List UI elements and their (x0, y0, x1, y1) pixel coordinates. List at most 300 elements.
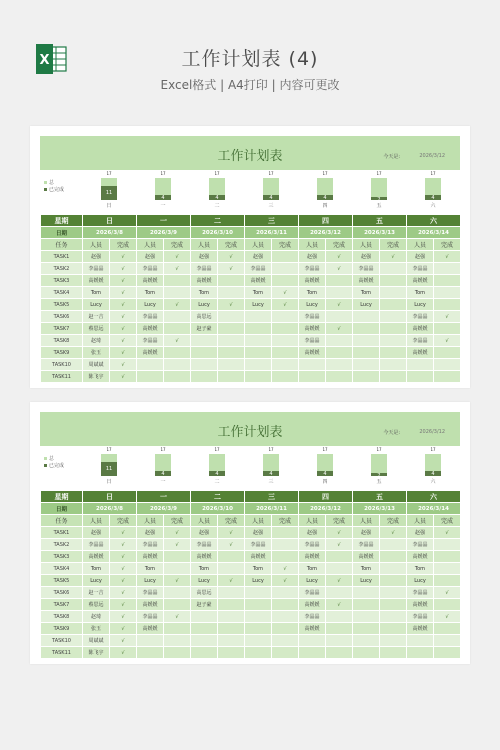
done-cell[interactable]: √ (110, 635, 137, 647)
done-cell[interactable] (434, 287, 461, 299)
person-cell[interactable]: Tom (407, 287, 434, 299)
done-cell[interactable] (164, 359, 191, 371)
done-cell[interactable]: √ (434, 587, 461, 599)
person-cell[interactable]: Tom (191, 563, 218, 575)
done-cell[interactable] (434, 323, 461, 335)
done-cell[interactable]: √ (272, 575, 299, 587)
done-cell[interactable] (272, 371, 299, 383)
person-cell[interactable] (353, 599, 380, 611)
person-cell[interactable]: 赵强 (191, 527, 218, 539)
person-cell[interactable] (353, 371, 380, 383)
done-cell[interactable] (218, 599, 245, 611)
person-cell[interactable] (245, 335, 272, 347)
done-cell[interactable]: √ (434, 611, 461, 623)
person-cell[interactable]: 赵强 (83, 527, 110, 539)
done-cell[interactable] (272, 587, 299, 599)
done-cell[interactable]: √ (326, 251, 353, 263)
done-cell[interactable] (380, 359, 407, 371)
person-cell[interactable]: 周斌斌 (83, 635, 110, 647)
done-cell[interactable] (380, 575, 407, 587)
person-cell[interactable] (245, 359, 272, 371)
done-cell[interactable]: √ (326, 323, 353, 335)
person-cell[interactable]: 高思远 (191, 587, 218, 599)
done-cell[interactable] (380, 335, 407, 347)
done-cell[interactable]: √ (326, 575, 353, 587)
done-cell[interactable] (272, 263, 299, 275)
done-cell[interactable] (380, 347, 407, 359)
done-cell[interactable]: √ (164, 251, 191, 263)
person-cell[interactable]: 李晶晶 (407, 587, 434, 599)
done-cell[interactable] (164, 371, 191, 383)
person-cell[interactable] (137, 359, 164, 371)
done-cell[interactable]: √ (110, 287, 137, 299)
done-cell[interactable] (218, 287, 245, 299)
person-cell[interactable]: 赵强 (299, 527, 326, 539)
done-cell[interactable] (380, 275, 407, 287)
done-cell[interactable] (218, 611, 245, 623)
done-cell[interactable] (272, 635, 299, 647)
done-cell[interactable]: √ (110, 347, 137, 359)
person-cell[interactable] (353, 647, 380, 659)
done-cell[interactable] (272, 599, 299, 611)
person-cell[interactable]: 李晶晶 (137, 587, 164, 599)
person-cell[interactable]: 李晶晶 (245, 263, 272, 275)
person-cell[interactable] (407, 371, 434, 383)
person-cell[interactable]: Lucy (407, 575, 434, 587)
person-cell[interactable] (245, 647, 272, 659)
done-cell[interactable] (272, 335, 299, 347)
person-cell[interactable] (353, 635, 380, 647)
done-cell[interactable] (434, 623, 461, 635)
done-cell[interactable] (380, 587, 407, 599)
person-cell[interactable] (191, 347, 218, 359)
person-cell[interactable] (353, 335, 380, 347)
done-cell[interactable]: √ (326, 539, 353, 551)
person-cell[interactable]: 赵子豪 (191, 323, 218, 335)
person-cell[interactable]: 蔡思远 (83, 599, 110, 611)
done-cell[interactable]: √ (164, 263, 191, 275)
done-cell[interactable] (380, 623, 407, 635)
done-cell[interactable] (380, 551, 407, 563)
person-cell[interactable]: Lucy (191, 299, 218, 311)
done-cell[interactable] (380, 311, 407, 323)
done-cell[interactable] (434, 635, 461, 647)
person-cell[interactable]: 高媛媛 (245, 275, 272, 287)
person-cell[interactable]: Tom (299, 287, 326, 299)
done-cell[interactable]: √ (326, 263, 353, 275)
person-cell[interactable]: 赵琦 (83, 611, 110, 623)
done-cell[interactable] (434, 275, 461, 287)
done-cell[interactable] (326, 623, 353, 635)
person-cell[interactable]: Lucy (245, 299, 272, 311)
person-cell[interactable] (245, 599, 272, 611)
done-cell[interactable] (326, 335, 353, 347)
person-cell[interactable]: Lucy (353, 299, 380, 311)
done-cell[interactable] (434, 599, 461, 611)
person-cell[interactable]: 李晶晶 (137, 539, 164, 551)
person-cell[interactable]: 高媛媛 (191, 551, 218, 563)
person-cell[interactable]: Lucy (83, 299, 110, 311)
person-cell[interactable]: 李晶晶 (299, 263, 326, 275)
done-cell[interactable]: √ (380, 527, 407, 539)
done-cell[interactable]: √ (218, 263, 245, 275)
done-cell[interactable] (218, 311, 245, 323)
person-cell[interactable]: Tom (245, 287, 272, 299)
person-cell[interactable]: Lucy (353, 575, 380, 587)
person-cell[interactable]: 赵强 (245, 251, 272, 263)
person-cell[interactable]: 赵强 (245, 527, 272, 539)
done-cell[interactable] (272, 647, 299, 659)
person-cell[interactable]: 李晶晶 (245, 539, 272, 551)
done-cell[interactable] (272, 275, 299, 287)
done-cell[interactable]: √ (164, 335, 191, 347)
person-cell[interactable]: 高媛媛 (137, 275, 164, 287)
person-cell[interactable]: Lucy (407, 299, 434, 311)
person-cell[interactable]: 高媛媛 (407, 623, 434, 635)
person-cell[interactable]: 高媛媛 (83, 275, 110, 287)
person-cell[interactable]: 高媛媛 (407, 275, 434, 287)
person-cell[interactable]: 赵强 (353, 251, 380, 263)
person-cell[interactable] (245, 623, 272, 635)
done-cell[interactable]: √ (434, 335, 461, 347)
person-cell[interactable]: 赵强 (407, 527, 434, 539)
done-cell[interactable]: √ (326, 599, 353, 611)
person-cell[interactable]: 高媛媛 (245, 551, 272, 563)
done-cell[interactable] (380, 371, 407, 383)
person-cell[interactable]: 李晶晶 (137, 311, 164, 323)
done-cell[interactable] (326, 587, 353, 599)
person-cell[interactable] (299, 635, 326, 647)
person-cell[interactable] (353, 323, 380, 335)
done-cell[interactable] (380, 299, 407, 311)
person-cell[interactable] (353, 623, 380, 635)
person-cell[interactable]: 高媛媛 (299, 275, 326, 287)
done-cell[interactable] (218, 551, 245, 563)
done-cell[interactable] (434, 263, 461, 275)
done-cell[interactable] (218, 335, 245, 347)
person-cell[interactable]: 高媛媛 (191, 275, 218, 287)
person-cell[interactable] (137, 647, 164, 659)
done-cell[interactable]: √ (380, 251, 407, 263)
person-cell[interactable]: 蔡思远 (83, 323, 110, 335)
done-cell[interactable] (164, 587, 191, 599)
done-cell[interactable]: √ (110, 263, 137, 275)
done-cell[interactable]: √ (164, 539, 191, 551)
done-cell[interactable] (326, 275, 353, 287)
person-cell[interactable] (191, 359, 218, 371)
done-cell[interactable]: √ (434, 251, 461, 263)
done-cell[interactable] (272, 347, 299, 359)
person-cell[interactable]: 李晶晶 (83, 263, 110, 275)
done-cell[interactable]: √ (110, 311, 137, 323)
person-cell[interactable]: 高媛媛 (137, 551, 164, 563)
person-cell[interactable]: 李晶晶 (407, 311, 434, 323)
done-cell[interactable]: √ (164, 299, 191, 311)
person-cell[interactable]: 高媛媛 (83, 551, 110, 563)
done-cell[interactable] (380, 647, 407, 659)
person-cell[interactable] (353, 359, 380, 371)
person-cell[interactable] (299, 359, 326, 371)
person-cell[interactable] (191, 335, 218, 347)
person-cell[interactable] (245, 611, 272, 623)
done-cell[interactable] (164, 623, 191, 635)
person-cell[interactable]: 赵一吉 (83, 587, 110, 599)
done-cell[interactable]: √ (110, 299, 137, 311)
person-cell[interactable]: 高媛媛 (353, 275, 380, 287)
done-cell[interactable] (380, 323, 407, 335)
done-cell[interactable] (272, 551, 299, 563)
done-cell[interactable] (218, 323, 245, 335)
done-cell[interactable] (218, 587, 245, 599)
person-cell[interactable]: 陈飞宇 (83, 647, 110, 659)
done-cell[interactable]: √ (164, 527, 191, 539)
person-cell[interactable]: 赵强 (137, 527, 164, 539)
done-cell[interactable] (380, 539, 407, 551)
person-cell[interactable] (353, 311, 380, 323)
done-cell[interactable]: √ (110, 551, 137, 563)
person-cell[interactable]: 赵强 (137, 251, 164, 263)
done-cell[interactable] (164, 311, 191, 323)
done-cell[interactable] (326, 635, 353, 647)
done-cell[interactable] (326, 551, 353, 563)
done-cell[interactable] (272, 623, 299, 635)
person-cell[interactable] (407, 635, 434, 647)
person-cell[interactable] (245, 587, 272, 599)
done-cell[interactable] (434, 359, 461, 371)
done-cell[interactable] (218, 275, 245, 287)
person-cell[interactable]: 高媛媛 (353, 551, 380, 563)
person-cell[interactable]: 周斌斌 (83, 359, 110, 371)
person-cell[interactable]: 李晶晶 (407, 335, 434, 347)
person-cell[interactable]: Tom (191, 287, 218, 299)
done-cell[interactable]: √ (326, 527, 353, 539)
person-cell[interactable]: Lucy (137, 299, 164, 311)
done-cell[interactable] (326, 371, 353, 383)
done-cell[interactable]: √ (110, 527, 137, 539)
done-cell[interactable] (164, 635, 191, 647)
person-cell[interactable] (191, 647, 218, 659)
done-cell[interactable] (434, 299, 461, 311)
person-cell[interactable]: 张玉 (83, 347, 110, 359)
person-cell[interactable] (245, 371, 272, 383)
person-cell[interactable] (245, 311, 272, 323)
person-cell[interactable] (245, 635, 272, 647)
person-cell[interactable]: 李晶晶 (299, 587, 326, 599)
done-cell[interactable]: √ (110, 563, 137, 575)
done-cell[interactable] (326, 563, 353, 575)
person-cell[interactable]: 李晶晶 (83, 539, 110, 551)
done-cell[interactable]: √ (110, 335, 137, 347)
person-cell[interactable]: Tom (245, 563, 272, 575)
done-cell[interactable]: √ (110, 575, 137, 587)
person-cell[interactable]: 高媛媛 (299, 551, 326, 563)
done-cell[interactable]: √ (110, 611, 137, 623)
done-cell[interactable] (434, 347, 461, 359)
done-cell[interactable]: √ (110, 587, 137, 599)
done-cell[interactable] (434, 575, 461, 587)
person-cell[interactable]: 李晶晶 (299, 335, 326, 347)
done-cell[interactable]: √ (326, 299, 353, 311)
person-cell[interactable]: 赵强 (299, 251, 326, 263)
done-cell[interactable]: √ (272, 287, 299, 299)
done-cell[interactable] (164, 647, 191, 659)
done-cell[interactable]: √ (110, 323, 137, 335)
person-cell[interactable]: Tom (407, 563, 434, 575)
person-cell[interactable] (353, 611, 380, 623)
person-cell[interactable]: 高媛媛 (299, 347, 326, 359)
done-cell[interactable]: √ (110, 359, 137, 371)
person-cell[interactable]: 李晶晶 (191, 263, 218, 275)
person-cell[interactable]: Lucy (245, 575, 272, 587)
person-cell[interactable]: Tom (353, 563, 380, 575)
done-cell[interactable] (434, 539, 461, 551)
person-cell[interactable]: 赵强 (407, 251, 434, 263)
person-cell[interactable]: 李晶晶 (137, 263, 164, 275)
person-cell[interactable]: 高媛媛 (407, 347, 434, 359)
done-cell[interactable]: √ (218, 575, 245, 587)
person-cell[interactable]: 李晶晶 (191, 539, 218, 551)
done-cell[interactable]: √ (110, 599, 137, 611)
done-cell[interactable]: √ (110, 371, 137, 383)
done-cell[interactable]: √ (110, 647, 137, 659)
person-cell[interactable]: 高思远 (191, 311, 218, 323)
done-cell[interactable]: √ (434, 527, 461, 539)
person-cell[interactable]: 高媛媛 (299, 599, 326, 611)
person-cell[interactable]: 赵强 (83, 251, 110, 263)
person-cell[interactable]: Lucy (83, 575, 110, 587)
done-cell[interactable] (272, 311, 299, 323)
done-cell[interactable] (218, 359, 245, 371)
person-cell[interactable]: 李晶晶 (299, 611, 326, 623)
done-cell[interactable] (326, 287, 353, 299)
done-cell[interactable] (218, 563, 245, 575)
person-cell[interactable]: Tom (353, 287, 380, 299)
done-cell[interactable] (326, 311, 353, 323)
person-cell[interactable] (191, 635, 218, 647)
person-cell[interactable]: 赵一吉 (83, 311, 110, 323)
person-cell[interactable]: 李晶晶 (407, 263, 434, 275)
person-cell[interactable]: 高媛媛 (299, 323, 326, 335)
done-cell[interactable]: √ (110, 275, 137, 287)
person-cell[interactable] (191, 611, 218, 623)
done-cell[interactable] (434, 563, 461, 575)
person-cell[interactable] (137, 371, 164, 383)
person-cell[interactable]: 陈飞宇 (83, 371, 110, 383)
done-cell[interactable] (380, 563, 407, 575)
done-cell[interactable]: √ (110, 539, 137, 551)
person-cell[interactable]: 李晶晶 (353, 539, 380, 551)
person-cell[interactable]: Tom (137, 563, 164, 575)
done-cell[interactable] (164, 347, 191, 359)
person-cell[interactable] (353, 587, 380, 599)
done-cell[interactable] (272, 359, 299, 371)
done-cell[interactable]: √ (272, 299, 299, 311)
person-cell[interactable]: 高媛媛 (137, 623, 164, 635)
person-cell[interactable]: Tom (299, 563, 326, 575)
person-cell[interactable]: 赵子豪 (191, 599, 218, 611)
done-cell[interactable]: √ (218, 527, 245, 539)
person-cell[interactable] (407, 359, 434, 371)
done-cell[interactable] (434, 551, 461, 563)
person-cell[interactable] (137, 635, 164, 647)
person-cell[interactable]: 李晶晶 (407, 539, 434, 551)
done-cell[interactable] (164, 551, 191, 563)
done-cell[interactable] (164, 287, 191, 299)
done-cell[interactable]: √ (218, 251, 245, 263)
done-cell[interactable]: √ (110, 251, 137, 263)
person-cell[interactable]: 李晶晶 (299, 311, 326, 323)
done-cell[interactable] (272, 611, 299, 623)
person-cell[interactable]: 李晶晶 (137, 611, 164, 623)
person-cell[interactable]: 高媛媛 (137, 599, 164, 611)
person-cell[interactable]: Tom (83, 563, 110, 575)
done-cell[interactable] (218, 623, 245, 635)
person-cell[interactable] (245, 323, 272, 335)
done-cell[interactable]: √ (110, 623, 137, 635)
person-cell[interactable]: 李晶晶 (137, 335, 164, 347)
person-cell[interactable]: Lucy (191, 575, 218, 587)
person-cell[interactable]: Lucy (299, 575, 326, 587)
done-cell[interactable] (218, 347, 245, 359)
person-cell[interactable]: Tom (83, 287, 110, 299)
done-cell[interactable] (272, 323, 299, 335)
done-cell[interactable] (380, 263, 407, 275)
done-cell[interactable] (380, 635, 407, 647)
person-cell[interactable]: 赵强 (191, 251, 218, 263)
person-cell[interactable] (191, 623, 218, 635)
person-cell[interactable]: 高媛媛 (137, 323, 164, 335)
done-cell[interactable] (326, 647, 353, 659)
person-cell[interactable]: 高媛媛 (407, 599, 434, 611)
person-cell[interactable]: 赵琦 (83, 335, 110, 347)
done-cell[interactable]: √ (164, 611, 191, 623)
done-cell[interactable] (272, 251, 299, 263)
done-cell[interactable] (164, 563, 191, 575)
done-cell[interactable]: √ (272, 563, 299, 575)
done-cell[interactable]: √ (218, 299, 245, 311)
person-cell[interactable] (299, 647, 326, 659)
done-cell[interactable] (380, 599, 407, 611)
person-cell[interactable]: 高媛媛 (137, 347, 164, 359)
done-cell[interactable] (434, 371, 461, 383)
person-cell[interactable]: Lucy (299, 299, 326, 311)
done-cell[interactable] (272, 527, 299, 539)
person-cell[interactable] (245, 347, 272, 359)
done-cell[interactable]: √ (434, 311, 461, 323)
done-cell[interactable] (164, 275, 191, 287)
person-cell[interactable] (299, 371, 326, 383)
done-cell[interactable]: √ (218, 539, 245, 551)
done-cell[interactable] (326, 611, 353, 623)
done-cell[interactable] (434, 647, 461, 659)
done-cell[interactable] (218, 635, 245, 647)
done-cell[interactable] (272, 539, 299, 551)
person-cell[interactable]: 赵强 (353, 527, 380, 539)
done-cell[interactable]: √ (164, 575, 191, 587)
person-cell[interactable] (407, 647, 434, 659)
done-cell[interactable] (326, 359, 353, 371)
person-cell[interactable]: 李晶晶 (407, 611, 434, 623)
person-cell[interactable]: Lucy (137, 575, 164, 587)
person-cell[interactable]: 李晶晶 (353, 263, 380, 275)
done-cell[interactable] (164, 599, 191, 611)
person-cell[interactable]: 高媛媛 (407, 551, 434, 563)
done-cell[interactable] (380, 287, 407, 299)
done-cell[interactable] (218, 647, 245, 659)
person-cell[interactable]: 高媛媛 (407, 323, 434, 335)
done-cell[interactable] (380, 611, 407, 623)
done-cell[interactable] (218, 371, 245, 383)
